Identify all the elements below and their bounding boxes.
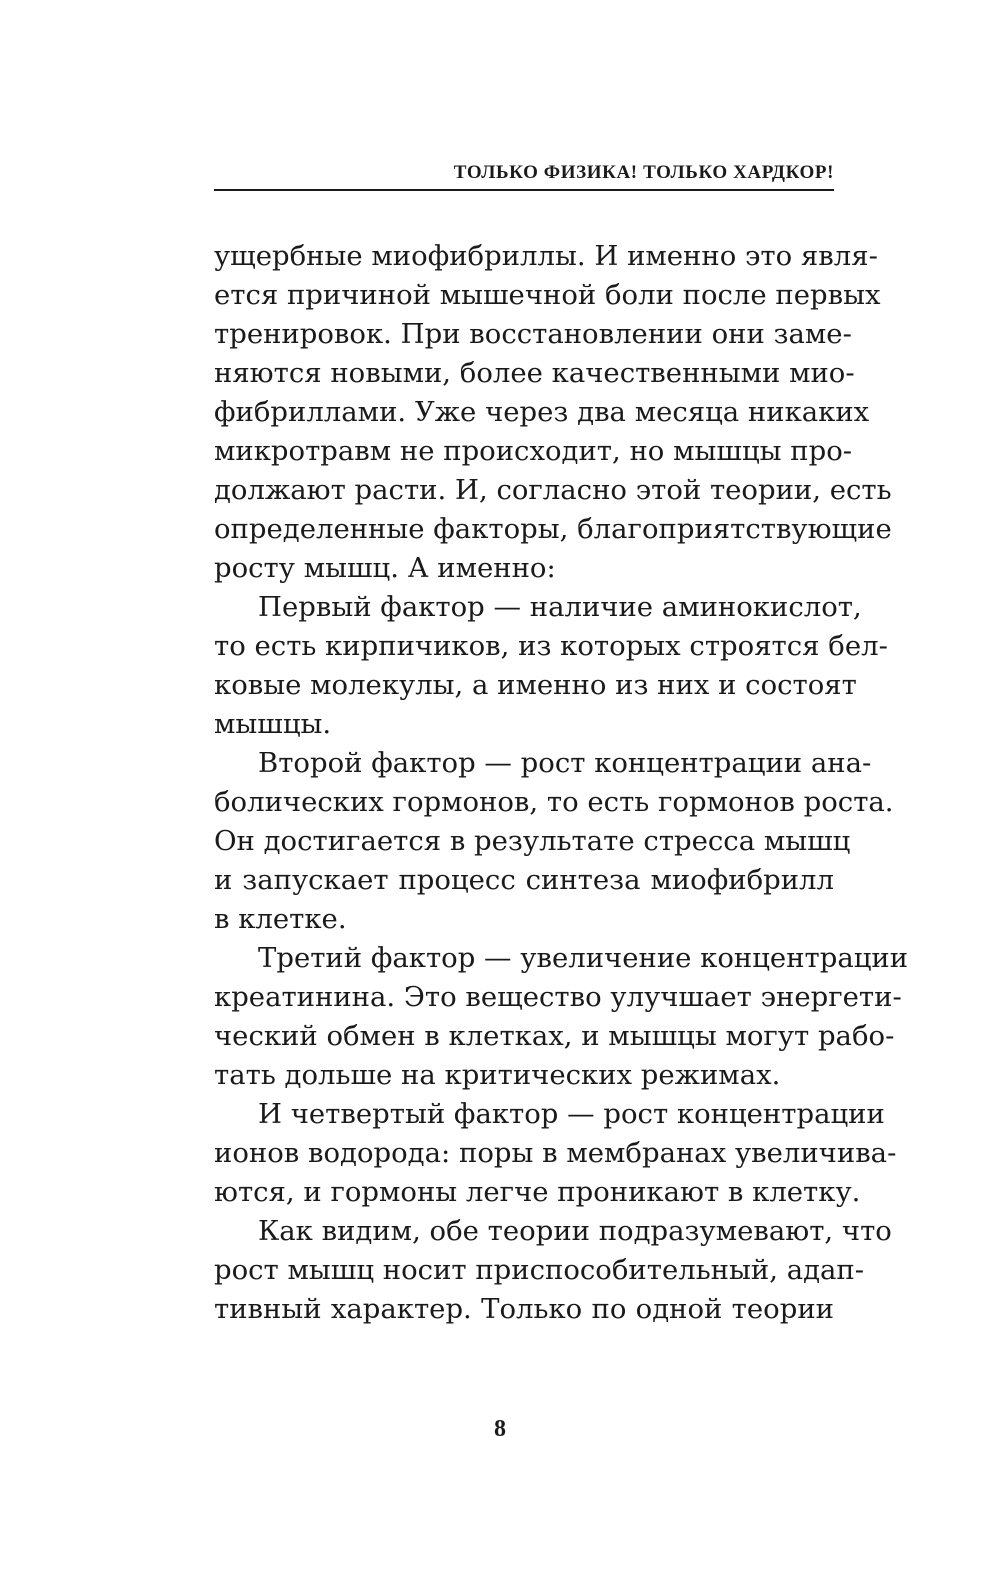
text-line: тивный характер. Только по одной теории	[214, 1293, 834, 1325]
paragraph	[214, 939, 909, 1095]
paragraph	[214, 588, 888, 744]
text-line: рост мышц носит приспособительный, адап-	[214, 1254, 865, 1286]
text-line: болических гормонов, то есть гормонов роста.	[214, 786, 894, 818]
text-line: должают расти. И, согласно этой теории, есть	[214, 474, 892, 506]
running-header: ТОЛЬКО ФИЗИКА! ТОЛЬКО ХАРДКОР!	[453, 162, 834, 183]
text-line: тать дольше на критических режимах.	[214, 1059, 781, 1091]
text-line: росту мышц. А именно:	[214, 552, 556, 584]
text-line: Первый фактор — наличие аминокислот,	[258, 591, 862, 623]
text-line: ущербные миофибриллы. И именно это явля-	[214, 240, 878, 272]
text-line: тренировок. При восстановлении они заме-	[214, 318, 852, 350]
text-line: и запускает процесс синтеза миофибрилл	[214, 864, 834, 896]
text-line: определенные факторы, благоприятствующие	[214, 513, 892, 545]
text-line: мышцы.	[214, 708, 332, 740]
text-line: ются, и гормоны легче проникают в клетку.	[214, 1176, 861, 1208]
header-rule	[214, 189, 834, 191]
text-line: то есть кирпичиков, из которых строятся бел-	[214, 630, 888, 662]
text-line: Второй фактор — рост концентрации ана-	[258, 747, 872, 779]
paragraph	[214, 1095, 897, 1212]
text-line: ионов водорода: поры в мембранах увеличива-	[214, 1137, 897, 1169]
body-text	[214, 237, 909, 1329]
text-line: креатинина. Это вещество улучшает энергети-	[214, 981, 902, 1013]
paragraph	[214, 237, 892, 588]
text-line: Как видим, обе теории подразумевают, что	[258, 1215, 892, 1247]
text-line: Третий фактор — увеличение концентрации	[258, 942, 909, 974]
text-line: микротравм не происходит, но мышцы про-	[214, 435, 853, 467]
text-line: ческий обмен в клетках, и мышцы могут рабо-	[214, 1020, 895, 1052]
text-line: ковые молекулы, а именно из них и состоят	[214, 669, 857, 701]
paragraph	[214, 1212, 892, 1329]
text-line: ется причиной мышечной боли после первых	[214, 279, 881, 311]
paragraph	[214, 744, 894, 939]
text-line: няются новыми, более качественными мио-	[214, 357, 855, 389]
text-line: Он достигается в результате стресса мышц	[214, 825, 851, 857]
text-line: в клетке.	[214, 903, 347, 935]
text-line: И четвертый фактор — рост концентрации	[258, 1098, 885, 1130]
text-line: фибриллами. Уже через два месяца никаких	[214, 396, 870, 428]
page-number: 8	[494, 1416, 506, 1442]
